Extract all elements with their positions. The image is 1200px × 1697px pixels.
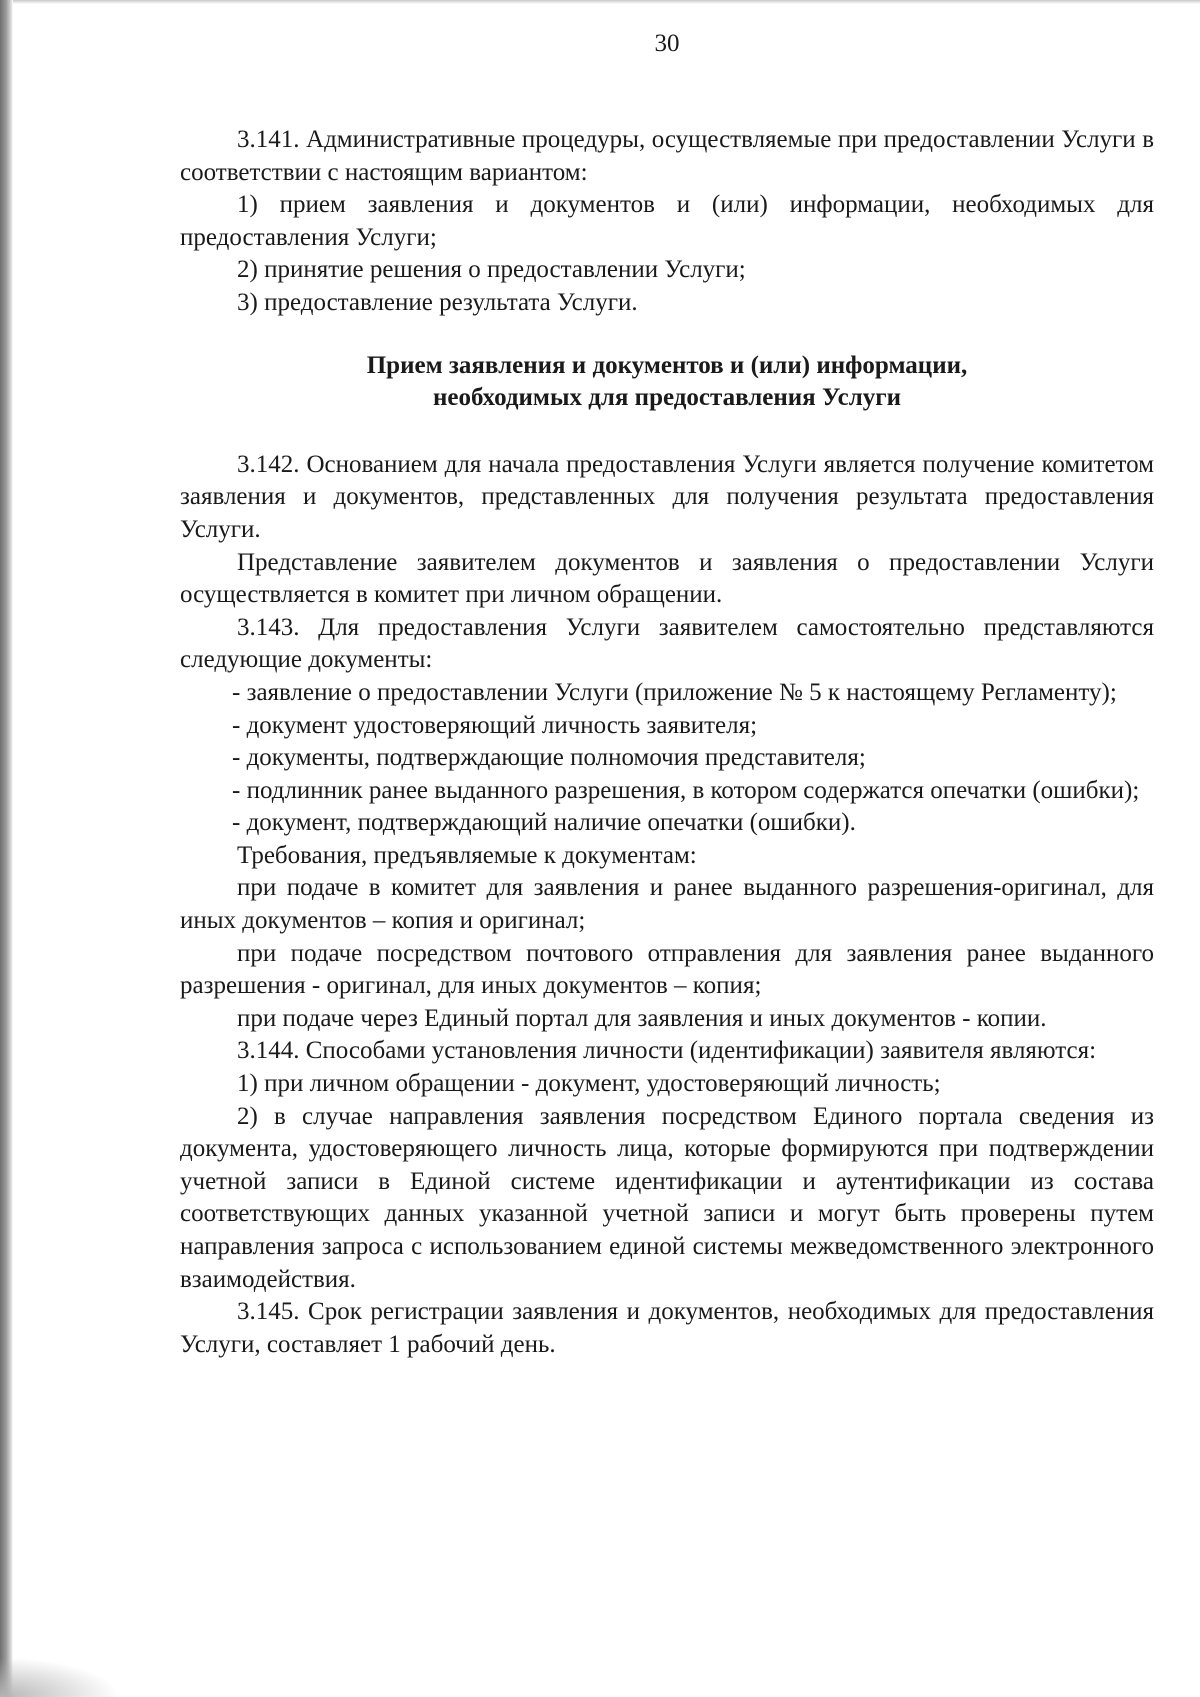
paragraph-3-143: 3.143. Для предоставления Услуги заявителем самостоятельно представляются следующие документы: (180, 613, 1154, 674)
section-heading-line-1: Прием заявления и документов и (или) информации, (366, 351, 968, 379)
section-heading-line-2: необходимых для предоставления Услуги (433, 384, 901, 412)
paragraph-3-141: 3.141. Административные процедуры, осуществляемые при предоставлении Услуги в соответствии с настоящим вариантом: (180, 126, 1154, 186)
requirement-item: при подаче посредством почтового отправления для заявления ранее выданного разрешения - оригинал, для иных документов – копия; (180, 939, 1154, 1000)
document-list-item: - документ, подтверждающий наличие опечатки (ошибки). (232, 809, 856, 837)
document-list-item: - документ удостоверяющий личность заявителя; (232, 711, 758, 739)
page-number: 30 (654, 30, 680, 57)
scan-left-edge (0, 0, 13, 1697)
scan-corner-smudge (0, 1657, 120, 1697)
section-heading (180, 350, 1154, 415)
paragraph-requirements: Требования, предъявляемые к документам: (237, 841, 697, 869)
list-item-1: 1) прием заявления и документов и (или) информации, необходимых для предоставления Услуги; (180, 191, 1154, 251)
identification-item: 1) при личном обращении - документ, удостоверяющий личность; (237, 1070, 941, 1098)
list-item-2: 2) принятие решения о предоставлении Услуги; (237, 256, 746, 284)
document-body (180, 124, 1154, 1361)
paragraph-submission: Представление заявителем документов и заявления о предоставлении Услуги осуществляется в комитет при личном обращении. (180, 548, 1154, 609)
paragraph-3-142: 3.142. Основанием для начала предоставления Услуги является получение комитетом заявления и документов, представленных для получения результата предоставления Услуги. (180, 450, 1154, 543)
scan-top-edge (0, 0, 1200, 4)
document-list-item: - документы, подтверждающие полномочия представителя; (232, 744, 866, 772)
document-list-item: - подлинник ранее выданного разрешения, в котором содержатся опечатки (ошибки); (232, 776, 1140, 804)
list-item-3: 3) предоставление результата Услуги. (237, 288, 638, 316)
document-list-item: - заявление о предоставлении Услуги (приложение № 5 к настоящему Регламенту); (232, 678, 1117, 706)
paragraph-3-144: 3.144. Способами установления личности (идентификации) заявителя являются: (237, 1037, 1097, 1065)
requirement-item: при подаче в комитет для заявления и ранее выданного разрешения-оригинал, для иных документов – копия и оригинал; (180, 874, 1154, 935)
identification-item: 2) в случае направления заявления посредством Единого портала сведения из документа, удостоверяющего личность лица, которые формируются при подтверждении учетной записи в Единой системе идентификации и аутентификации из состава соответствующих данных указанной учетной записи и могут быть проверены путем направления запроса с использованием единой системы межведомственного электронного взаимодействия. (180, 1102, 1154, 1293)
paragraph-3-145: 3.145. Срок регистрации заявления и документов, необходимых для предоставления Услуги, составляет 1 рабочий день. (180, 1298, 1154, 1358)
requirement-item: при подаче через Единый портал для заявления и иных документов - копии. (237, 1004, 1047, 1032)
